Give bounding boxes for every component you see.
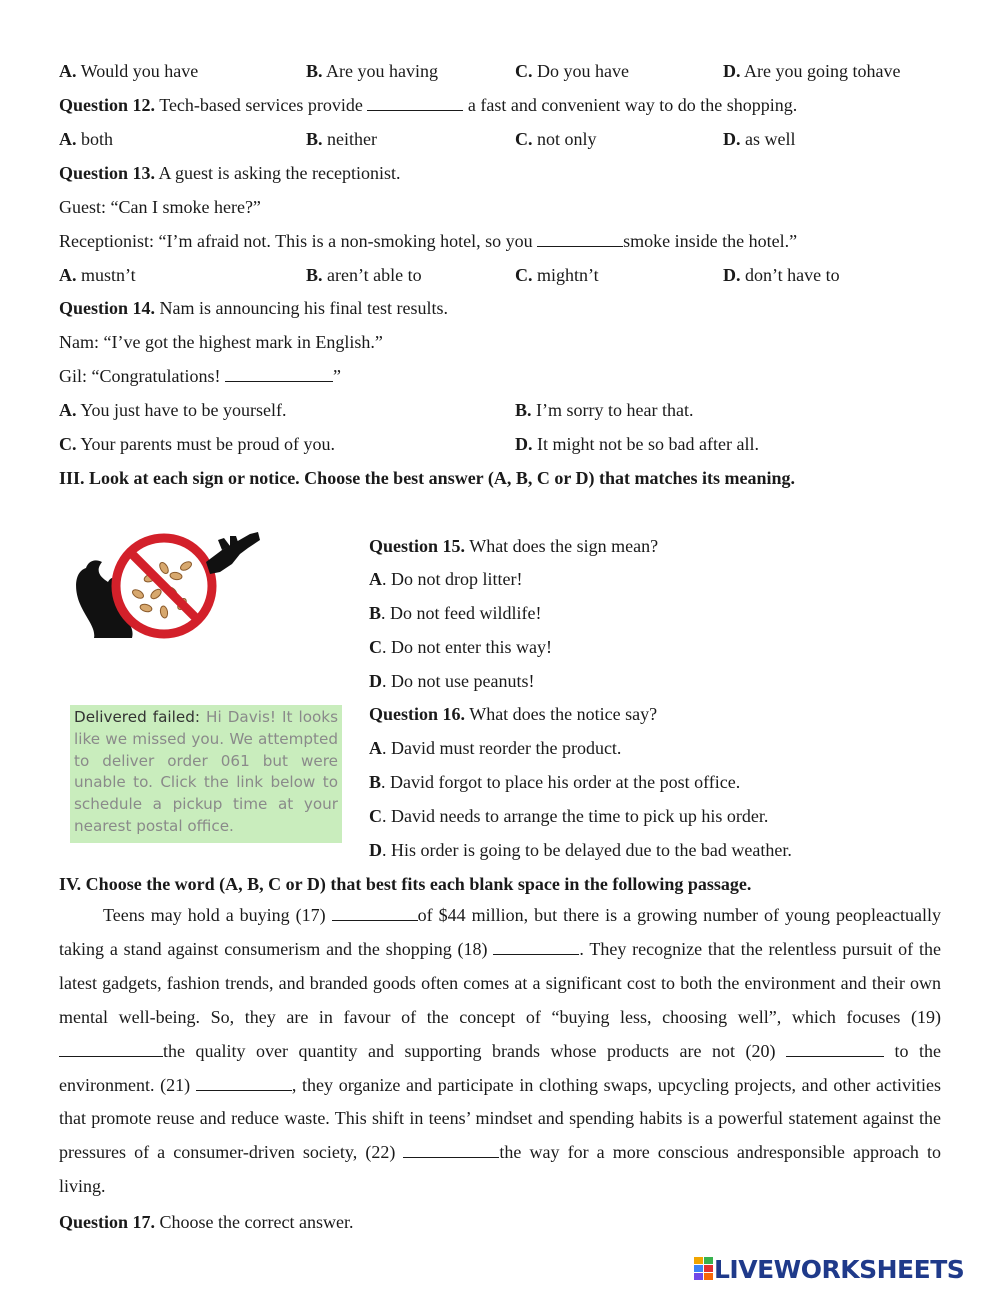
q17-stem: Question 17. Choose the correct answer. xyxy=(59,1212,354,1232)
section-4-heading: IV. Choose the word (A, B, C or D) that best fits each blank space in the following passage. xyxy=(59,874,752,894)
q16-option-d[interactable]: D. His order is going to be delayed due to the bad weather. xyxy=(369,840,792,860)
q15-stem: Question 15. What does the sign mean? xyxy=(369,536,659,556)
blank-19[interactable] xyxy=(59,1040,163,1057)
q11-option-c[interactable]: C. Do you have xyxy=(515,61,629,81)
q12-option-d[interactable]: D. as well xyxy=(723,129,796,149)
q14-blank[interactable] xyxy=(225,365,333,382)
q13-option-b[interactable]: B. aren’t able to xyxy=(306,265,422,285)
hand-icon xyxy=(206,532,260,574)
q13-guest-line: Guest: “Can I smoke here?” xyxy=(59,197,261,217)
q11-option-b[interactable]: B. Are you having xyxy=(306,61,439,81)
blank-22[interactable] xyxy=(403,1141,499,1158)
logo-mark-icon xyxy=(694,1257,714,1281)
q13-receptionist-line: Receptionist: “I’m afraid not. This is a non-smoking hotel, so you smoke inside the hotel.” xyxy=(59,231,798,251)
q14-option-c[interactable]: C. Your parents must be proud of you. xyxy=(59,434,335,454)
liveworksheets-logo: LIVEWORKSHEETS xyxy=(694,1254,964,1284)
q13-option-d[interactable]: D. don’t have to xyxy=(723,265,840,285)
q12-stem: Question 12. Tech-based services provide a fast and convenient way to do the shopping. xyxy=(59,95,798,115)
q13-blank[interactable] xyxy=(537,230,623,247)
q13-option-a[interactable]: A. mustn’t xyxy=(59,265,136,285)
q15-option-a[interactable]: A. Do not drop litter! xyxy=(369,569,523,589)
blank-18[interactable] xyxy=(493,938,579,955)
q12-option-c[interactable]: C. not only xyxy=(515,129,597,149)
blank-17[interactable] xyxy=(332,904,418,921)
q16-option-c[interactable]: C. David needs to arrange the time to pick up his order. xyxy=(369,806,769,826)
q11-option-a[interactable]: A. Would you have xyxy=(59,61,199,81)
q13-stem: Question 13. A guest is asking the receptionist. xyxy=(59,163,401,183)
q16-stem: Question 16. What does the notice say? xyxy=(369,704,658,724)
q14-nam-line: Nam: “I’ve got the highest mark in English.” xyxy=(59,332,383,352)
section-3-heading: III. Look at each sign or notice. Choose the best answer (A, B, C or D) that matches its meaning. xyxy=(59,468,795,488)
delivery-notice xyxy=(70,705,342,843)
blank-20[interactable] xyxy=(786,1040,884,1057)
q12-option-a[interactable]: A. both xyxy=(59,129,114,149)
notice-body: Hi Davis! It looks like we missed you. We attempted to deliver order 061 but were unable to. Click the link below to schedule a pickup time at your nearest postal office. xyxy=(74,708,339,835)
notice-lead: Delivered failed: xyxy=(74,708,200,726)
q15-option-d[interactable]: D. Do not use peanuts! xyxy=(369,671,535,691)
q12-option-b[interactable]: B. neither xyxy=(306,129,377,149)
q13-option-c[interactable]: C. mightn’t xyxy=(515,265,599,285)
q16-option-b[interactable]: B. David forgot to place his order at the post office. xyxy=(369,772,741,792)
q14-stem: Question 14. Nam is announcing his final test results. xyxy=(59,298,448,318)
q15-option-c[interactable]: C. Do not enter this way! xyxy=(369,637,552,657)
q14-gil-line: Gil: “Congratulations! ” xyxy=(59,366,341,386)
no-feeding-wildlife-sign xyxy=(72,528,262,648)
q16-option-a[interactable]: A. David must reorder the product. xyxy=(369,738,622,758)
q15-option-b[interactable]: B. Do not feed wildlife! xyxy=(369,603,542,623)
prohibition-icon xyxy=(116,538,212,634)
cloze-passage: Teens may hold a buying (17) of $44 million, but there is a growing number of young peopleactually taking a stand against consumerism and the shopping (18) . They recognize that the relentless pursuit of the latest gadgets, fashion trends, and branded goods often comes at a significant cost to both the environment and their own mental well-being. So, they are in favour of the concept of “buying less, choosing well”, which focuses (19) the quality over quantity and supporting brands whose products are not (20) to the environment. (21) , they organize and participate in clothing swaps, upcycling projects, and other activities that promote reuse and reduce waste. This shift in teens’ mindset and spending habits is a powerful statement against the pressures of a consumer-driven society, (22) the way for a more conscious andresponsible approach to living. xyxy=(59,905,942,1197)
q11-option-d[interactable]: D. Are you going tohave xyxy=(723,61,901,81)
q14-option-a[interactable]: A. You just have to be yourself. xyxy=(59,400,287,420)
blank-21[interactable] xyxy=(196,1074,292,1091)
q12-blank[interactable] xyxy=(367,94,463,111)
q14-option-d[interactable]: D. It might not be so bad after all. xyxy=(515,434,759,454)
q14-option-b[interactable]: B. I’m sorry to hear that. xyxy=(515,400,694,420)
